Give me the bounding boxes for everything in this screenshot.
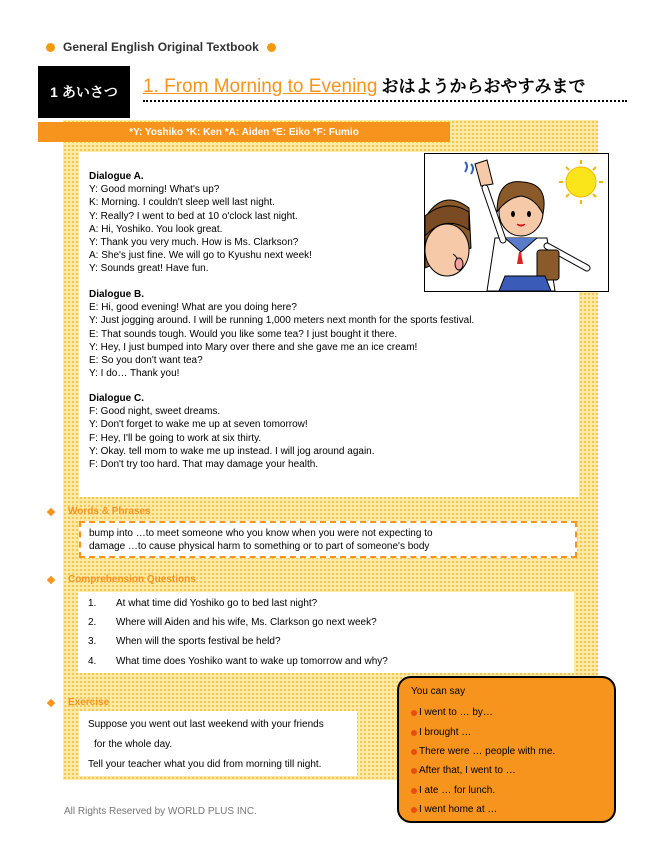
comprehension-label: Comprehension Questions [68,574,196,585]
lesson-title-en: 1. From Morning to Evening [143,76,378,97]
exercise-section-label [48,697,109,708]
tip-item [411,785,495,796]
dialogue-line: F: Hey, I'll be going to work at six thirty. [89,432,262,444]
diamond-bullet-icon [47,575,55,583]
tip-item [411,765,516,776]
tip-item [411,727,471,738]
tip-text: I brought … [419,727,472,738]
questions-card [78,592,574,673]
question-item [88,656,388,667]
words-section-label [48,506,151,517]
dialogue-line: E: Hi, good evening! What are you doing here? [89,302,297,314]
question-text: When will the sports festival be held? [116,636,281,647]
dialogue-line: F: Don't try too hard. That may damage your health. [89,459,319,471]
word-definition: damage …to cause physical harm to something or to part of someone's body [89,541,430,552]
dialogue-line: Y: Hey, I just bumped into Mary over there and she gave me an ice cream! [89,341,418,353]
waving-children-illustration [425,154,608,291]
textbook-title: General English Original Textbook [63,40,259,54]
lesson-title [143,72,627,102]
bullet-dot-icon [411,768,417,774]
bullet-dot-icon [411,730,417,736]
tip-item [411,707,493,718]
question-item [88,636,281,647]
sun-icon [559,160,603,204]
bullet-dot-icon [411,710,417,716]
question-number: 4. [88,656,97,667]
dialogue-line: E: That sounds tough. Would you like some tea? I just bought it there. [89,328,398,340]
dialogue-line: Y: Really? I went to bed at 10 o'clock last night. [89,210,298,222]
dialogue-heading: Dialogue C. [89,393,145,404]
dialogue-heading: Dialogue A. [89,171,144,182]
diamond-bullet-icon [47,698,55,706]
tip-text: I went home at … [419,804,498,815]
dialogue-heading: Dialogue B. [89,289,145,300]
dialogue-a [89,170,312,276]
dialogue-line: Y: Okay. tell mom to wake me up instead. I will jog around again. [89,445,375,457]
bullet-dot-icon [411,788,417,794]
textbook-header [46,40,276,54]
dialogue-line: E: So you don't want tea? [89,355,203,367]
lesson-number-box [38,66,130,118]
greeting-illustration [424,153,609,292]
question-text: What time does Yoshiko want to wake up tomorrow and why? [116,656,388,667]
dialogue-line: A: Hi, Yoshiko. You look great. [89,223,223,235]
words-box [79,521,577,558]
dialogue-line: Y: Just jogging around. I will be running 1,000 meters next month for the sports festival. [89,315,475,327]
dialogue-line: A: She's just fine. We will go to Kyushu next week! [89,250,312,262]
tip-text: I went to … by… [419,707,493,718]
bullet-dot-icon [267,43,276,52]
exercise-card [79,711,357,776]
dialogue-line: F: Good night, sweet dreams. [89,406,221,418]
dialogue-line: K: Morning. I couldn't sleep well last night. [89,197,275,209]
exercise-line: Tell your teacher what you did from morning till night. [88,759,322,770]
dialogue-line: Y: I do… Thank you! [89,368,180,380]
lesson-title-jp: おはようからおやすみまで [381,77,586,96]
question-text: At what time did Yoshiko go to bed last night? [116,598,318,609]
characters-line: *Y: Yoshiko *K: Ken *A: Aiden *E: Eiko *F: Fumio [129,126,359,138]
comprehension-section-label [48,574,196,585]
word-definition: bump into …to meet someone who you know when you were not expecting to [89,528,433,539]
tip-text: After that, I went to … [419,765,516,776]
boy-figure [425,200,471,276]
tip-item [411,746,555,757]
tip-text: I ate … for lunch. [419,785,496,796]
bullet-dot-icon [411,749,417,755]
question-item [88,617,377,628]
you-can-say-box [397,676,616,823]
dialogue-b [89,288,474,380]
dialogue-line: Y: Thank you very much. How is Ms. Clarkson? [89,237,299,249]
bullet-dot-icon [46,43,55,52]
question-item [88,598,317,609]
copyright-footer: All Rights Reserved by WORLD PLUS INC. [64,806,257,817]
exercise-line: for the whole day. [94,739,173,750]
tip-item [411,804,497,815]
dialogue-line: Y: Sounds great! Have fun. [89,263,209,275]
exercise-label: Exercise [68,697,110,708]
tip-text: There were … people with me. [419,746,556,757]
question-text: Where will Aiden and his wife, Ms. Clarkson go next week? [116,617,377,628]
characters-bar [38,122,450,142]
dialogue-line: Y: Don't forget to wake me up at seven tomorrow! [89,419,308,431]
question-number: 3. [88,636,97,647]
question-number: 1. [88,598,97,609]
bullet-dot-icon [411,807,417,813]
lesson-number: 1 あいさつ [50,84,118,100]
diamond-bullet-icon [47,507,55,515]
exercise-line: Suppose you went out last weekend with your friends [88,719,324,730]
tips-title: You can say [411,686,466,697]
dialogue-c [89,392,375,471]
question-number: 2. [88,617,97,628]
dialogue-line: Y: Good morning! What's up? [89,184,220,196]
words-label: Words & Phrases [68,506,151,517]
